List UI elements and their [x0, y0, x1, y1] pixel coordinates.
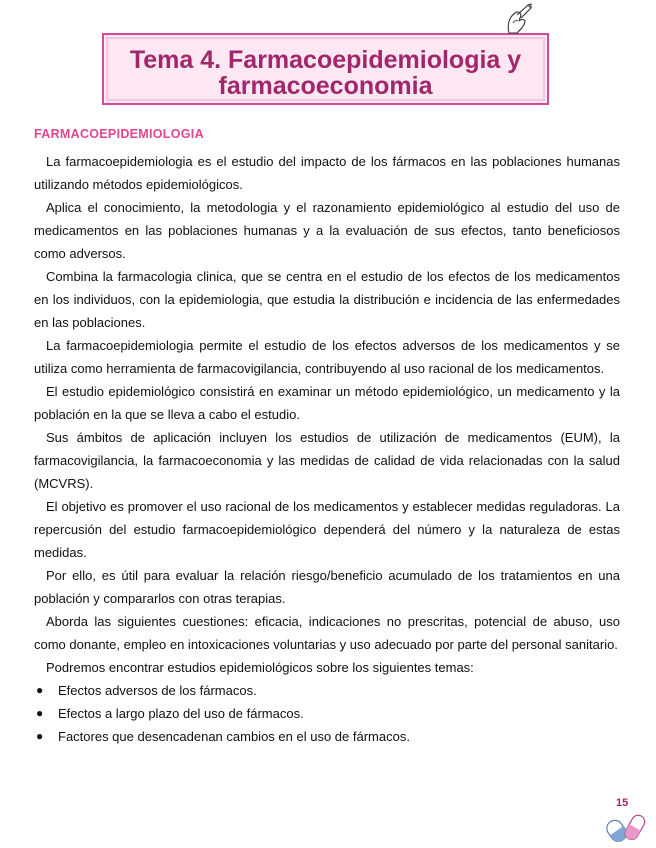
list-intro: Podremos encontrar estudios epidemiológicos sobre los siguientes temas:	[46, 660, 474, 675]
paragraph: Combina la farmacologia clinica, que se centra en el estudio de los efectos de los medicamentos en los individuos, con la epidemiologia, que estudia la distribución e incidencia de las enfermedades en las poblaciones.	[34, 269, 620, 330]
bullet-icon: ●	[36, 706, 44, 720]
list-item	[34, 702, 620, 725]
paragraph: La farmacoepidemiologia permite el estudio de los efectos adversos de los medicamentos y se utiliza como herramienta de farmacovigilancia, contribuyendo al uso racional de los medicamentos.	[34, 338, 620, 376]
page-number: 15	[616, 797, 629, 809]
bullet-list	[34, 679, 620, 748]
page-title-line-2: farmacoeconomia	[218, 72, 433, 100]
list-item-text: Efectos a largo plazo del uso de fármacos.	[58, 706, 304, 721]
paragraph: El estudio epidemiológico consistirá en examinar un método epidemiológico, un medicamento y la población en la que se lleva a cabo el estudio.	[34, 384, 620, 422]
paragraph: Sus ámbitos de aplicación incluyen los estudios de utilización de medicamentos (EUM), la farmacovigilancia, la farmacoeconomia y las medidas de calidad de vida relacionadas con la salud (MCVRS).	[34, 430, 620, 491]
paragraph: Aborda las siguientes cuestiones: eficacia, indicaciones no prescritas, potencial de abuso, uso como donante, empleo en intoxicaciones voluntarias y uso adecuado por parte del personal sanitario.	[34, 614, 620, 652]
list-item	[34, 725, 620, 748]
pen-hand-icon	[503, 3, 533, 35]
pills-icon	[602, 806, 648, 846]
list-item-text: Factores que desencadenan cambios en el uso de fármacos.	[58, 729, 410, 744]
paragraph: La farmacoepidemiologia es el estudio del impacto de los fármacos en las poblaciones humanas utilizando métodos epidemiológicos.	[34, 154, 620, 192]
list-item	[34, 679, 620, 702]
list-item-text: Efectos adversos de los fármacos.	[58, 683, 257, 698]
paragraph: Aplica el conocimiento, la metodologia y el razonamiento epidemiológico al estudio del uso de medicamentos en las poblaciones humanas y a la evaluación de sus efectos, tanto beneficiosos como adversos.	[34, 200, 620, 261]
page-title-line-1: Tema 4. Farmacoepidemiologia y	[129, 46, 522, 74]
bullet-icon: ●	[36, 729, 44, 743]
paragraph: El objetivo es promover el uso racional de los medicamentos y establecer medidas reguladoras. La repercusión del estudio farmacoepidemiológico dependerá del número y la naturaleza de estas medidas.	[34, 499, 620, 560]
section-heading: FARMACOEPIDEMIOLOGIA	[34, 127, 204, 141]
title-box	[102, 33, 549, 105]
body-text	[34, 150, 620, 748]
paragraph: Por ello, es útil para evaluar la relación riesgo/beneficio acumulado de los tratamientos en una población y compararlos con otras terapias.	[34, 568, 620, 606]
bullet-icon: ●	[36, 683, 44, 697]
